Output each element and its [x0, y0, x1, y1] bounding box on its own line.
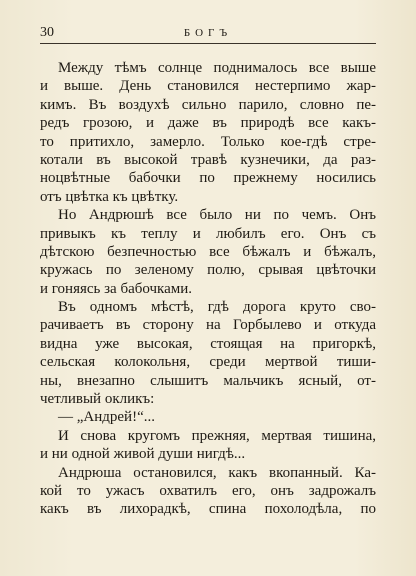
text-line: Но Андрюшѣ все было ни по чемъ. Онъ: [58, 207, 376, 224]
text-line: котали въ высокой травѣ кузнечики, да раз-: [40, 151, 376, 168]
text-line: Между тѣмъ солнце поднималось все выше: [58, 60, 376, 76]
text-line: и ни одной живой души нигдѣ...: [40, 446, 246, 463]
text-line: дѣтскою безпечностью все бѣжалъ и бѣжалъ,: [40, 243, 376, 260]
text-line: кружась по зеленому полю, срывая цвѣточки: [40, 262, 376, 279]
text-line: сельская колокольня, среди мертвой тиши-: [40, 354, 376, 371]
text-line: Андрюша остановился, какъ вкопанный. Ка-: [58, 464, 376, 481]
text-line: и гоняясь за бабочками.: [40, 280, 193, 297]
paragraph: [40, 408, 376, 426]
text-line: ноцвѣтные бабочки по прежнему носились: [40, 170, 376, 187]
paragraph: [40, 298, 376, 408]
text-line: И снова кругомъ прежняя, мертвая тишина,: [58, 427, 376, 444]
text-line: Въ одномъ мѣстѣ, гдѣ дорога круто сво-: [58, 299, 376, 316]
paragraph: [40, 206, 376, 298]
text-line: какъ въ лихорадкѣ, спина похолодѣла, по: [40, 501, 376, 518]
text-line: рачиваетъ въ сторону на Горбылево и откуда: [40, 317, 376, 334]
text-line: редъ грозою, и даже въ природѣ все какъ-: [40, 115, 376, 132]
text-line: и выше. День становился нестерпимо жар-: [40, 78, 376, 95]
text-line: ны, внезапно слышитъ мальчикъ ясный, от-: [40, 372, 376, 389]
text-line: — „Андрей!“...: [58, 409, 155, 426]
paragraph: [40, 427, 376, 464]
paragraph: [40, 464, 376, 519]
text-line: то притихло, замерло. Только кое-гдѣ стре-: [40, 133, 376, 150]
page-number: 30: [40, 25, 54, 40]
body-text: [40, 59, 376, 519]
header-rule: [40, 43, 376, 44]
text-line: отъ цвѣтка къ цвѣтку.: [40, 188, 179, 205]
paragraph: [40, 59, 376, 206]
page-header: [40, 24, 376, 42]
text-line: привыкъ къ теплу и любилъ его. Онъ съ: [40, 225, 376, 242]
text-line: кой то ужасъ охватилъ его, онъ задрожалъ: [40, 482, 376, 499]
text-line: четливый окликъ:: [40, 391, 155, 408]
text-line: кимъ. Въ воздухѣ сильно парило, словно пе-: [40, 96, 376, 113]
text-line: видна уже высокая, стоящая на пригоркѣ,: [40, 335, 376, 352]
running-title: БОГЪ: [183, 27, 233, 39]
